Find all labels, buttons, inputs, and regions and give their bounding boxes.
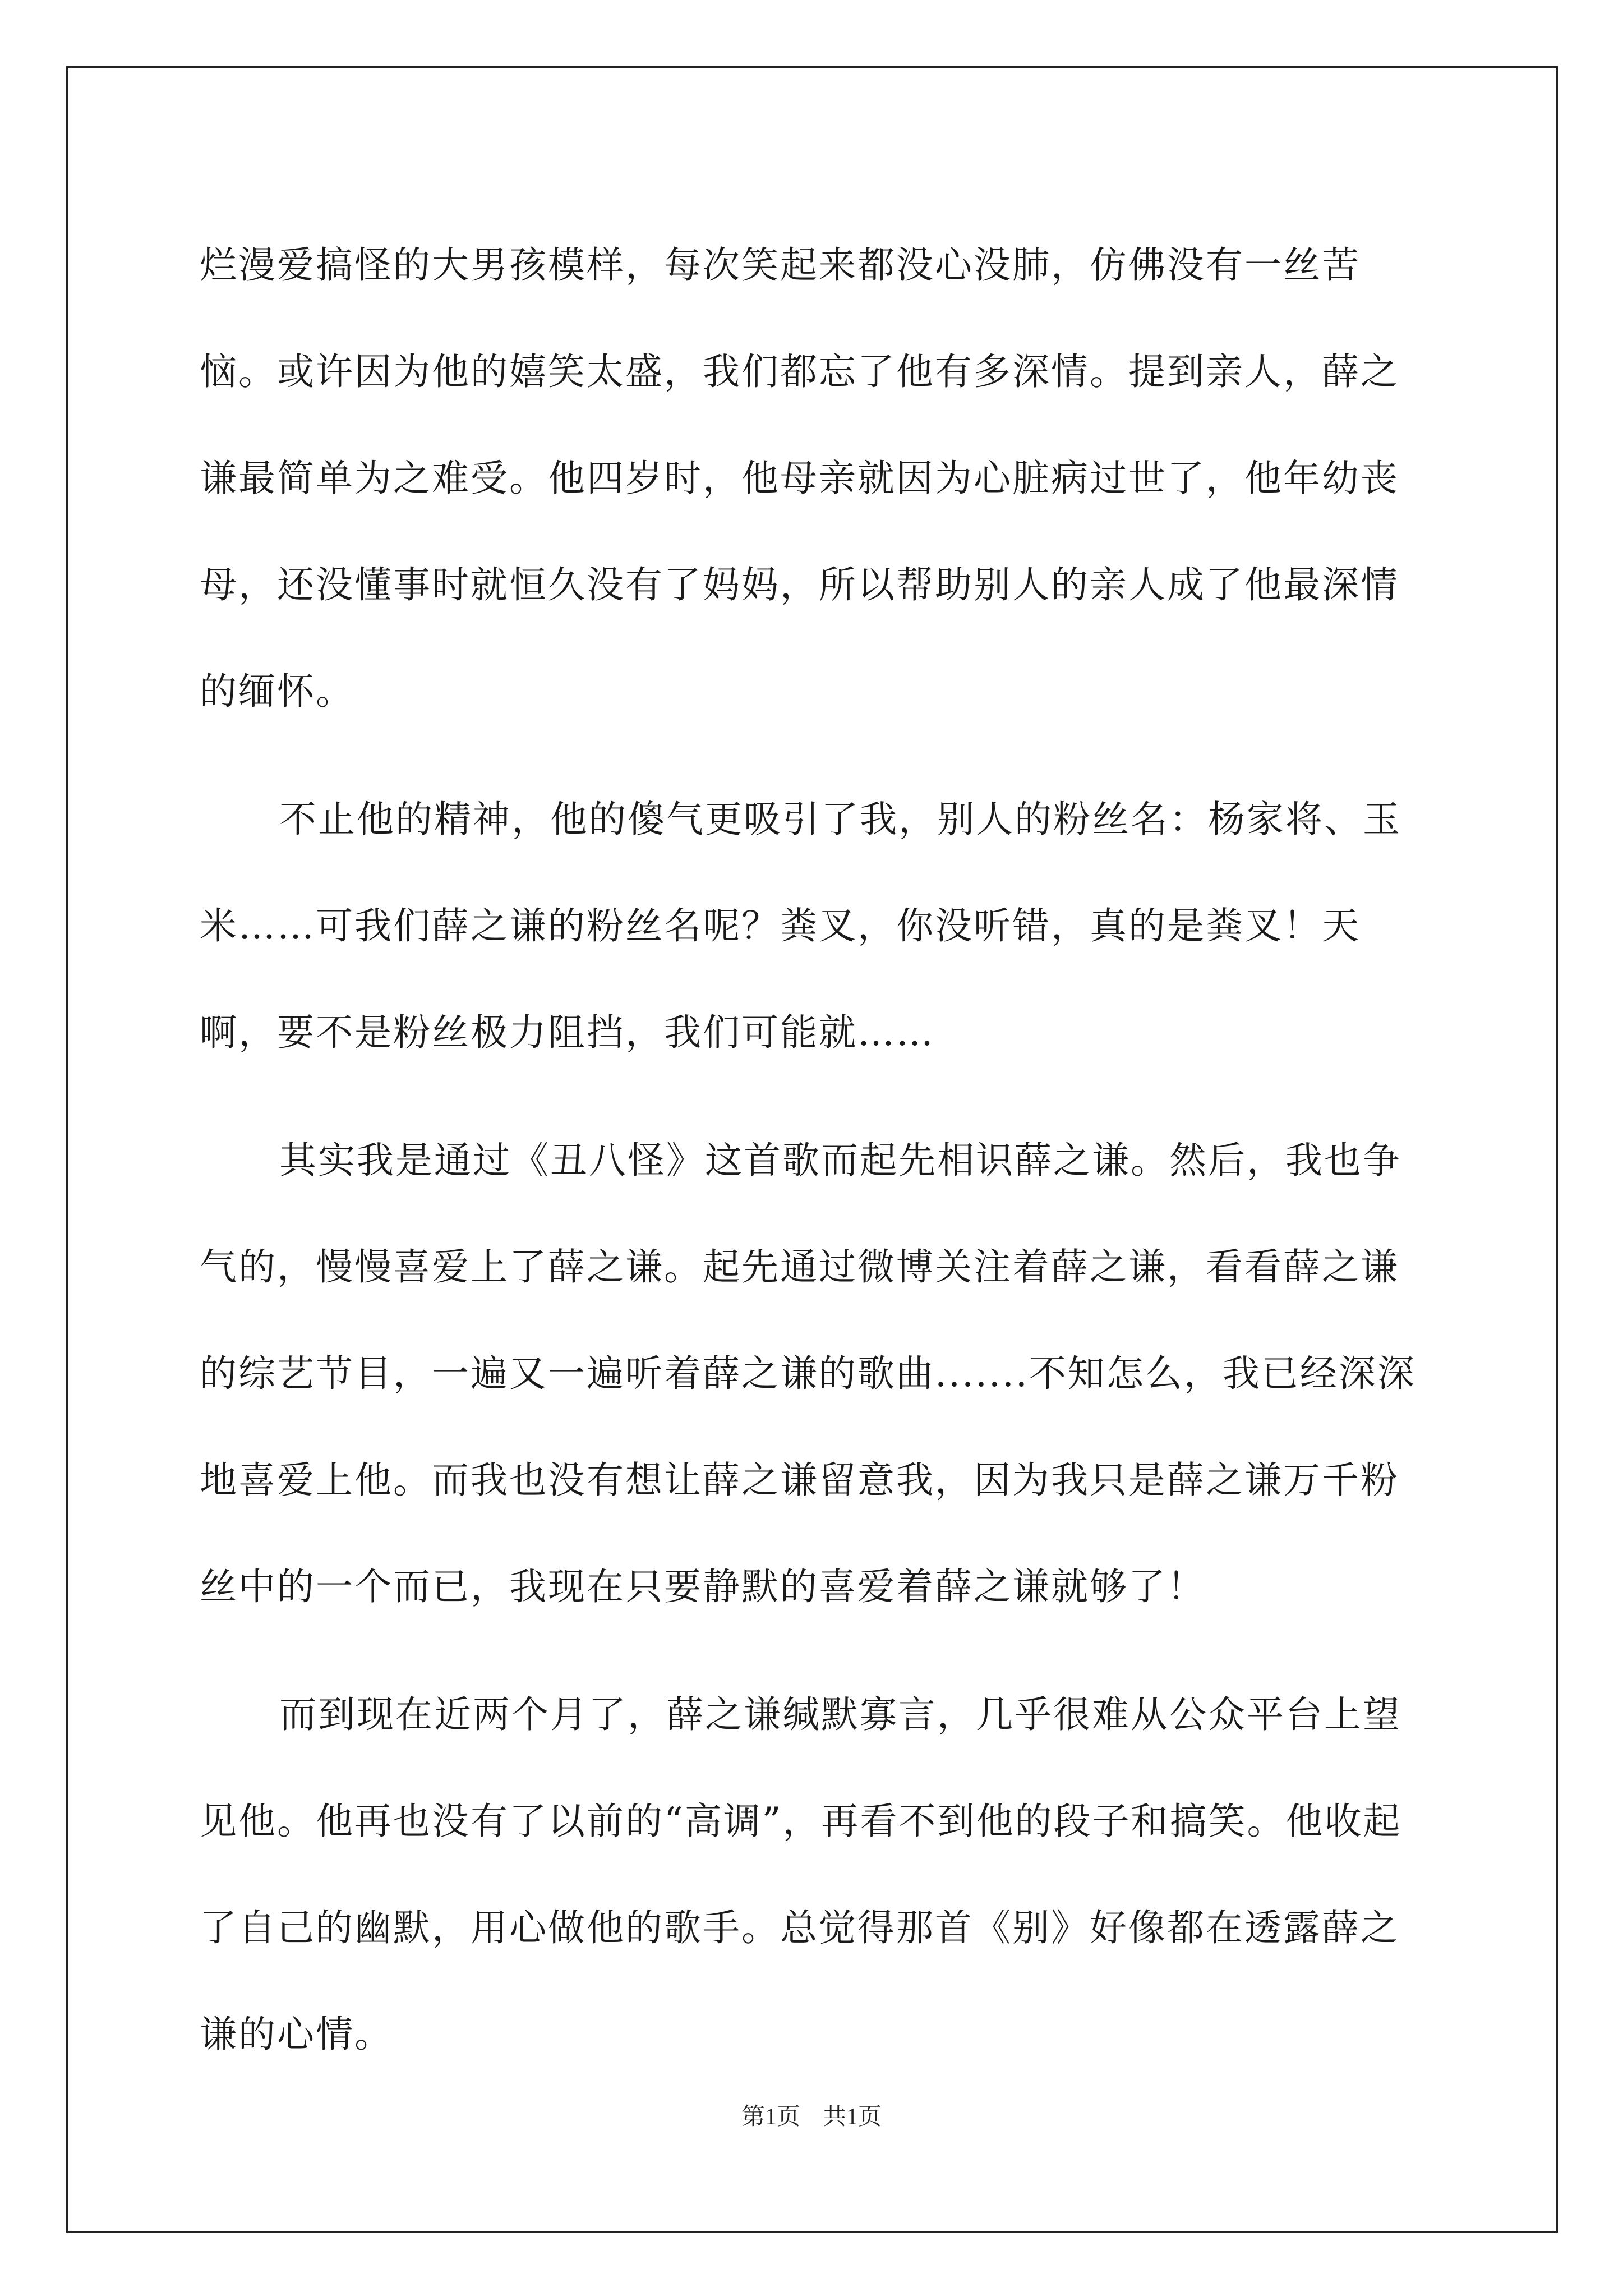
page-total: 共1页	[823, 2104, 882, 2130]
page-footer	[0, 2098, 1623, 2132]
paragraph-4: 而到现在近两个月了，薛之谦缄默寡言，几乎很难从公众平台上望见他。他再也没有了以前的“高调”，再看不到他的段子和搞笑。他收起了自己的幽默，用心做他的歌手。总觉得那首《别》好像都在透露薛之谦的心情。	[200, 1693, 1402, 2056]
paragraph-3: 其实我是通过《丑八怪》这首歌而起先相识薛之谦。然后，我也争气的，慢慢喜爱上了薛之谦。起先通过微博关注着薛之谦，看看薛之谦的综艺节目，一遍又一遍听着薛之谦的歌曲.......不知怎么，我已经深深地喜爱上他。而我也没有想让薛之谦留意我，因为我只是薛之谦万千粉丝中的一个而已，我现在只要静默的喜爱着薛之谦就够了！	[200, 1139, 1416, 1608]
paragraph-1: 烂漫爱搞怪的大男孩模样，每次笑起来都没心没肺，仿佛没有一丝苦恼。或许因为他的嬉笑太盛，我们都忘了他有多深情。提到亲人，薛之谦最简单为之难受。他四岁时，他母亲就因为心脏病过世了，他年幼丧母，还没懂事时就恒久没有了妈妈，所以帮助别人的亲人成了他最深情的缅怀。	[200, 243, 1399, 713]
paragraph-2: 不止他的精神，他的傻气更吸引了我，别人的粉丝名：杨家将、玉米……可我们薛之谦的粉丝名呢？粪叉，你没听错，真的是粪叉！天啊，要不是粉丝极力阻挡，我们可能就……	[200, 798, 1401, 1054]
document-body	[200, 212, 1433, 2088]
page-number: 第1页	[741, 2104, 800, 2130]
